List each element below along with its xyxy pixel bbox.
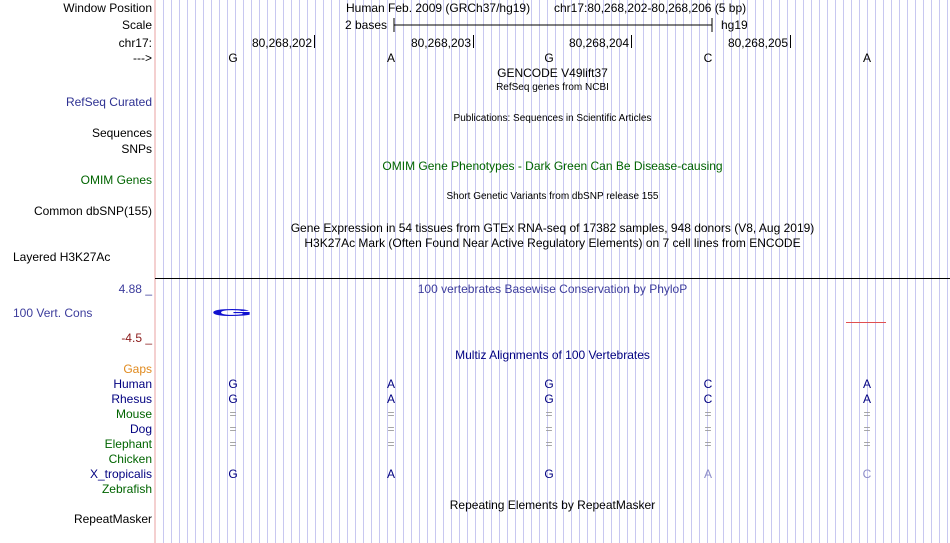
alignment-base: C <box>703 377 713 391</box>
species-label-x_tropicalis[interactable]: X_tropicalis <box>89 467 152 481</box>
coordinate-tick-label: 80,268,202 <box>251 36 312 50</box>
refseq-track-subtitle[interactable]: RefSeq genes from NCBI <box>496 82 609 93</box>
alignment-base: = <box>863 422 871 436</box>
alignment-base: G <box>544 377 554 391</box>
vert-cons-label[interactable]: 100 Vert. Cons <box>13 306 93 320</box>
species-label-chicken[interactable]: Chicken <box>108 452 152 466</box>
window-position-assembly: Human Feb. 2009 (GRCh37/hg19) <box>346 1 531 15</box>
alignment-base: A <box>386 467 395 481</box>
scale-assembly: hg19 <box>721 18 748 32</box>
refseq-curated-label[interactable]: RefSeq Curated <box>65 95 152 109</box>
alignment-base: = <box>704 422 712 436</box>
phylop-negative-mark <box>846 322 886 323</box>
species-label-elephant[interactable]: Elephant <box>104 437 152 451</box>
track-separator <box>155 278 950 279</box>
strand-label: ---> <box>133 51 152 65</box>
alignment-base: = <box>704 437 712 451</box>
publications-track-title[interactable]: Publications: Sequences in Scientific Articles <box>453 113 652 124</box>
alignment-base: A <box>386 377 395 391</box>
phylop-min-value: -4.5 _ <box>121 331 152 345</box>
alignment-base: G <box>544 467 554 481</box>
alignment-base: = <box>387 407 395 421</box>
alignment-base: = <box>545 422 553 436</box>
omim-genes-label[interactable]: OMIM Genes <box>80 173 152 187</box>
species-label-zebrafish[interactable]: Zebrafish <box>101 482 152 496</box>
common-dbsnp-label[interactable]: Common dbSNP(155) <box>33 204 152 218</box>
gtex-track-title[interactable]: Gene Expression in 54 tissues from GTEx RNA-seq of 17382 samples, 948 donors (V8, Aug 2019) <box>290 221 815 235</box>
species-label-rhesus[interactable]: Rhesus <box>111 392 152 406</box>
snps-label[interactable]: SNPs <box>121 142 152 156</box>
coordinate-tick-label: 80,268,205 <box>727 36 788 50</box>
species-label-gaps[interactable]: Gaps <box>123 362 152 376</box>
scale-bar <box>392 15 716 35</box>
repeatmasker-label[interactable]: RepeatMasker <box>73 512 152 526</box>
gencode-track-title[interactable]: GENCODE V49lift37 <box>497 66 608 80</box>
alignment-base: = <box>863 407 871 421</box>
window-position-coords: chr17:80,268,202-80,268,206 (5 bp) <box>554 1 747 15</box>
alignment-base: C <box>862 467 872 481</box>
phylop-track-title[interactable]: 100 vertebrates Basewise Conservation by PhyloP <box>417 282 688 296</box>
coordinate-tick-label: 80,268,203 <box>410 36 471 50</box>
scale-text: 2 bases <box>345 18 388 32</box>
alignment-base: A <box>703 467 712 481</box>
dbsnp-track-title[interactable]: Short Genetic Variants from dbSNP release 155 <box>446 191 659 202</box>
alignment-base: = <box>387 437 395 451</box>
repeatmasker-track-title[interactable]: Repeating Elements by RepeatMasker <box>449 498 656 512</box>
coordinate-tick <box>314 35 315 48</box>
coordinate-tick <box>473 35 474 48</box>
alignment-base: = <box>545 437 553 451</box>
reference-base: A <box>386 51 395 65</box>
alignment-base: = <box>229 422 237 436</box>
reference-base: A <box>862 51 871 65</box>
alignment-base: = <box>545 407 553 421</box>
chrom-label: chr17: <box>118 36 152 50</box>
h3k27ac-track-title[interactable]: H3K27Ac Mark (Often Found Near Active Regulatory Elements) on 7 cell lines from ENCODE <box>304 236 801 250</box>
sequences-label[interactable]: Sequences <box>91 126 152 140</box>
alignment-base: = <box>863 437 871 451</box>
coordinate-tick-label: 80,268,204 <box>568 36 629 50</box>
alignment-base: A <box>862 392 871 406</box>
alignment-base: G <box>228 377 238 391</box>
species-label-mouse[interactable]: Mouse <box>115 407 152 421</box>
alignment-base: = <box>229 437 237 451</box>
omim-track-title[interactable]: OMIM Gene Phenotypes - Dark Green Can Be Disease-causing <box>382 159 723 173</box>
layered-h3k27ac-label[interactable]: Layered H3K27Ac <box>13 250 111 264</box>
multiz-track-title[interactable]: Multiz Alignments of 100 Vertebrates <box>455 348 650 362</box>
scale-label: Scale <box>121 18 152 32</box>
phylop-max-value: 4.88 _ <box>118 282 152 296</box>
alignment-base: G <box>544 392 554 406</box>
reference-base: G <box>544 51 554 65</box>
species-label-dog[interactable]: Dog <box>129 422 152 436</box>
alignment-base: A <box>386 392 395 406</box>
alignment-base: G <box>228 467 238 481</box>
alignment-base: A <box>862 377 871 391</box>
reference-base: G <box>228 51 238 65</box>
conservation-logo: G <box>211 307 254 319</box>
alignment-base: = <box>387 422 395 436</box>
alignment-base: = <box>704 407 712 421</box>
reference-base: C <box>703 51 713 65</box>
coordinate-tick <box>631 35 632 48</box>
alignment-base: G <box>228 392 238 406</box>
window-position-label: Window Position <box>63 1 152 15</box>
species-label-human[interactable]: Human <box>113 377 152 391</box>
coordinate-tick <box>790 35 791 48</box>
alignment-base: C <box>703 392 713 406</box>
alignment-base: = <box>229 407 237 421</box>
